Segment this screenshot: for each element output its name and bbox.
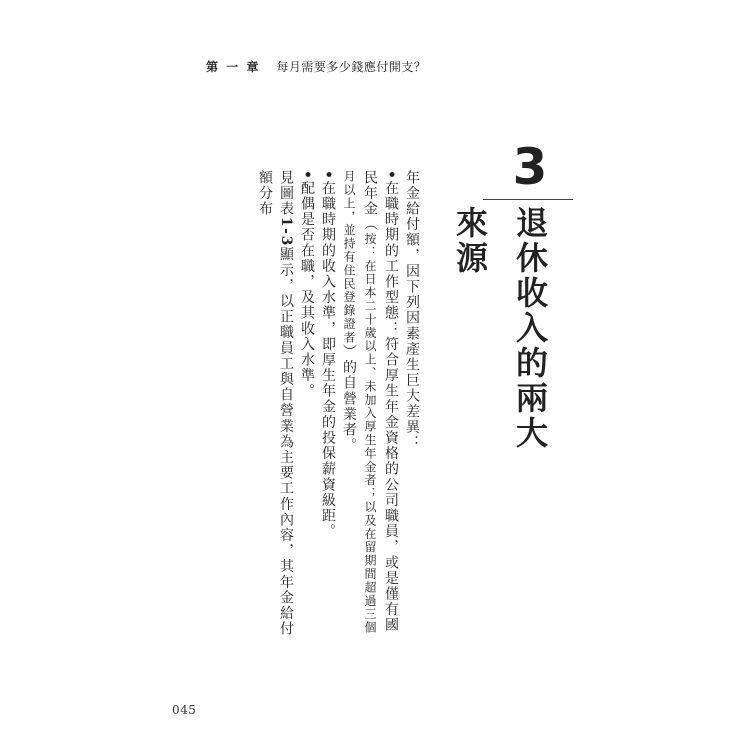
figure-reference: 1-3 (278, 216, 294, 247)
bullet-mark: • (320, 170, 336, 181)
section-title: 退休收入的兩大來源 (451, 206, 549, 451)
chapter-label: 第 一 章 (206, 59, 261, 74)
running-header (206, 56, 426, 76)
bullet-item-spouse (296, 170, 317, 640)
bullet-work-type-text: 在職時期的工作型態：符合厚生年金資格的公司職員，或是僅有國民年金（ (362, 170, 399, 633)
bullet-income-level-text: 在職時期的收入水準，即厚生年金的投保薪資級距。 (320, 180, 336, 540)
section-divider (483, 199, 573, 200)
body-text (186, 170, 422, 640)
chapter-title: 每月需要多少錢應付開支？ (276, 59, 427, 74)
section-number: 3 (512, 138, 548, 196)
bullet-item-income-level (317, 170, 338, 640)
bullet-mark: • (383, 170, 399, 181)
figure-paragraph-prefix: 見圖表 (278, 170, 294, 217)
bullet-mark: • (299, 170, 315, 181)
bullet-work-type-note: 按：在日本二十歲以上、未加入厚生年金者；以及在留期間超過三個月以上，並持有住民登錄證者 (342, 170, 377, 635)
bullet-work-type-end: ）的自營業者。 (341, 344, 357, 454)
bullet-item-work-type (338, 170, 401, 640)
figure-paragraph (254, 170, 296, 640)
page-number: 045 (172, 703, 197, 717)
bullet-spouse-text: 配偶是否在職，及其收入水準。 (299, 180, 315, 399)
intro-paragraph: 年金給付額，因下列因素產生巨大差異： (404, 170, 420, 451)
figure-paragraph-rest: 顯示，以正職員工與自營業為主要工作內容，其年金給付額分布 (257, 170, 294, 637)
